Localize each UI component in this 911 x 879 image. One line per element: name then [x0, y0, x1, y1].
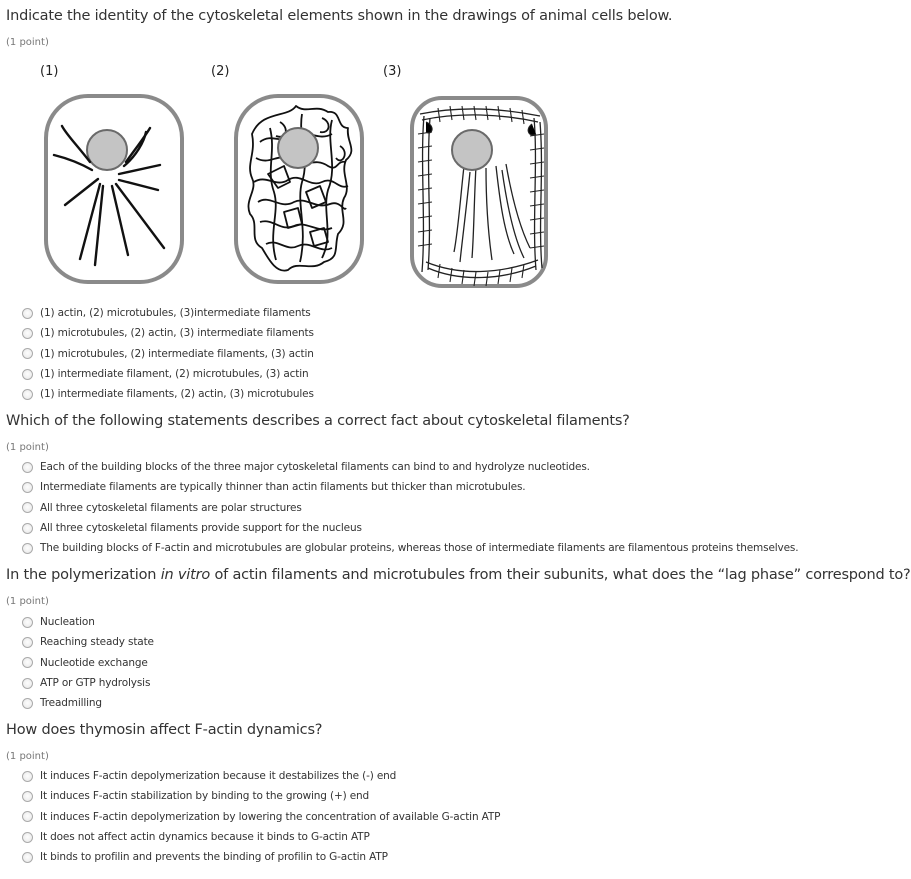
option[interactable]	[22, 498, 798, 518]
option[interactable]	[22, 847, 500, 867]
radio-button[interactable]	[22, 791, 33, 802]
radio-button[interactable]	[22, 389, 33, 400]
option[interactable]	[22, 364, 314, 384]
cell-1-drawing	[46, 96, 182, 282]
radio-button[interactable]	[22, 523, 33, 534]
option-label: ATP or GTP hydrolysis	[40, 677, 151, 690]
radio-button[interactable]	[22, 502, 33, 513]
question-1-options	[22, 303, 314, 404]
option-label: All three cytoskeletal filaments are polar structures	[40, 501, 302, 514]
radio-button[interactable]	[22, 462, 33, 473]
question-1-points: (1 point)	[6, 37, 49, 48]
figure-label-3: (3)	[383, 64, 402, 79]
radio-button[interactable]	[22, 852, 33, 863]
question-4-points: (1 point)	[6, 751, 49, 762]
radio-button[interactable]	[22, 771, 33, 782]
question-2-options	[22, 457, 798, 558]
option[interactable]	[22, 538, 798, 558]
cell-3-drawing	[412, 98, 546, 286]
option-label: Nucleation	[40, 616, 95, 629]
question-2-points: (1 point)	[6, 442, 49, 453]
option-label: (1) microtubules, (2) intermediate filaments, (3) actin	[40, 347, 314, 360]
question-2-text: Which of the following statements describes a correct fact about cytoskeletal filaments?	[6, 413, 630, 429]
option[interactable]	[22, 477, 798, 497]
option-label: It does not affect actin dynamics because it binds to G-actin ATP	[40, 831, 370, 844]
question-3-text	[6, 567, 911, 583]
option-label: Treadmilling	[40, 697, 102, 710]
option[interactable]	[22, 518, 798, 538]
option[interactable]	[22, 766, 500, 786]
option-label: It induces F-actin stabilization by binding to the growing (+) end	[40, 790, 370, 803]
cell-drawings-figure	[40, 62, 555, 294]
option[interactable]	[22, 612, 154, 632]
option[interactable]	[22, 384, 314, 404]
cell-drawings	[40, 62, 555, 294]
question-3-text-italic: in vitro	[160, 567, 211, 583]
radio-button[interactable]	[22, 308, 33, 319]
radio-button[interactable]	[22, 698, 33, 709]
option-label: It binds to profilin and prevents the binding of profilin to G-actin ATP	[40, 851, 388, 864]
radio-button[interactable]	[22, 811, 33, 822]
option[interactable]	[22, 827, 500, 847]
option-label: The building blocks of F-actin and microtubules are globular proteins, whereas those of intermediate filaments are filamentous proteins themselves.	[40, 542, 799, 555]
option-label: It induces F-actin depolymerization because it destabilizes the (-) end	[40, 770, 397, 783]
radio-button[interactable]	[22, 657, 33, 668]
radio-button[interactable]	[22, 369, 33, 380]
question-4-text: How does thymosin affect F-actin dynamics?	[6, 722, 323, 738]
option[interactable]	[22, 344, 314, 364]
option[interactable]	[22, 807, 500, 827]
radio-button[interactable]	[22, 348, 33, 359]
radio-button[interactable]	[22, 482, 33, 493]
question-3-text-before: In the polymerization	[6, 567, 161, 583]
figure-label-1: (1)	[40, 64, 59, 79]
option[interactable]	[22, 693, 154, 713]
option[interactable]	[22, 457, 798, 477]
radio-button[interactable]	[22, 328, 33, 339]
option-label: Each of the building blocks of the three major cytoskeletal filaments can bind to and hydrolyze nucleotides.	[40, 461, 590, 474]
question-3-text-after: of actin filaments and microtubules from their subunits, what does the “lag phase” correspond to?	[210, 567, 911, 583]
option-label: (1) intermediate filament, (2) microtubules, (3) actin	[40, 368, 309, 381]
option-label: (1) actin, (2) microtubules, (3)intermediate filaments	[40, 307, 311, 320]
option[interactable]	[22, 323, 314, 343]
radio-button[interactable]	[22, 543, 33, 554]
option-label: (1) microtubules, (2) actin, (3) intermediate filaments	[40, 327, 314, 340]
cell-2-drawing	[236, 96, 362, 282]
radio-button[interactable]	[22, 617, 33, 628]
radio-button[interactable]	[22, 637, 33, 648]
option[interactable]	[22, 786, 500, 806]
option-label: (1) intermediate filaments, (2) actin, (3) microtubules	[40, 388, 314, 401]
option[interactable]	[22, 653, 154, 673]
option-label: Intermediate filaments are typically thinner than actin filaments but thicker than microtubules.	[40, 481, 526, 494]
radio-button[interactable]	[22, 832, 33, 843]
option[interactable]	[22, 632, 154, 652]
option-label: Reaching steady state	[40, 636, 154, 649]
figure-label-2: (2)	[211, 64, 230, 79]
option-label: Nucleotide exchange	[40, 656, 148, 669]
radio-button[interactable]	[22, 678, 33, 689]
question-3-options	[22, 612, 154, 713]
question-3-points: (1 point)	[6, 596, 49, 607]
question-4-options	[22, 766, 500, 867]
question-1-text: Indicate the identity of the cytoskeletal elements shown in the drawings of animal cells below.	[6, 8, 673, 24]
option[interactable]	[22, 673, 154, 693]
option-label: It induces F-actin depolymerization by lowering the concentration of available G-actin ATP	[40, 810, 501, 823]
option-label: All three cytoskeletal filaments provide support for the nucleus	[40, 522, 362, 535]
option[interactable]	[22, 303, 314, 323]
